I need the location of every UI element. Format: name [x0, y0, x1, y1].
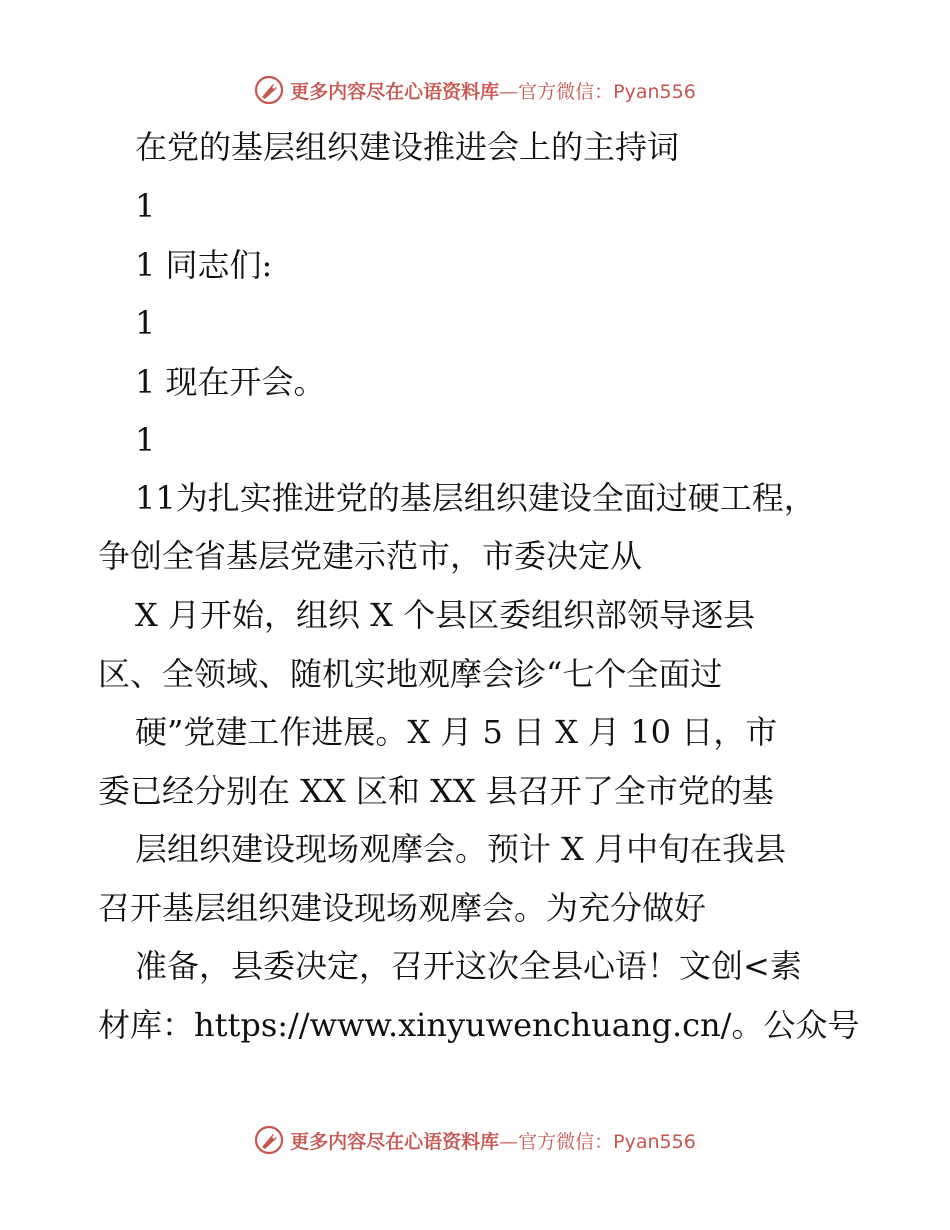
- document-line: 1: [135, 304, 156, 342]
- header-banner: [0, 70, 950, 110]
- document-line: 1 同志们:: [135, 246, 273, 284]
- document-line: 层组织建设现场观摩会。预计 X 月中旬在我县: [135, 830, 787, 868]
- document-line: 召开基层组织建设现场观摩会。为充分做好: [98, 889, 707, 927]
- footer-banner-text: [290, 1127, 696, 1154]
- header-banner-text: [290, 77, 696, 104]
- document-line: 争创全省基层党建示范市，市委决定从: [98, 537, 643, 575]
- footer-banner-dash: —: [499, 1130, 519, 1153]
- document-line: 准备，县委决定，召开这次全县心语！文创<素: [135, 947, 802, 985]
- pen-nib-logo-icon: [254, 75, 284, 105]
- footer-banner-main: 更多内容尽在心语资料库: [290, 1130, 500, 1153]
- document-title: 在党的基层组织建设推进会上的主持词: [135, 128, 680, 166]
- footer-banner-wechat: 官方微信：Pyan556: [518, 1130, 696, 1153]
- document-line: 1: [135, 421, 156, 459]
- document-line: 1: [135, 187, 156, 225]
- document-line: 区、全领域、随机实地观摩会诊“七个全面过: [98, 655, 723, 693]
- pen-nib-logo-icon: [254, 1125, 284, 1155]
- document-line: 硬”党建工作进展。X 月 5 日 X 月 10 日，市: [135, 713, 778, 751]
- document-line: 11为扎实推进党的基层组织建设全面过硬工程，: [135, 479, 816, 517]
- header-banner-wechat: 官方微信：Pyan556: [518, 80, 696, 103]
- document-line: 材库：https://www.xinyuwenchuang.cn/。公众号: [98, 1006, 860, 1044]
- header-banner-main: 更多内容尽在心语资料库: [290, 80, 500, 103]
- document-line: X 月开始，组织 X 个县区委组织部领导逐县: [135, 596, 756, 634]
- document-line: 1 现在开会。: [135, 363, 326, 401]
- header-banner-dash: —: [499, 80, 519, 103]
- document-line: 委已经分别在 XX 区和 XX 县召开了全市党的基: [98, 772, 774, 810]
- footer-banner: [0, 1120, 950, 1160]
